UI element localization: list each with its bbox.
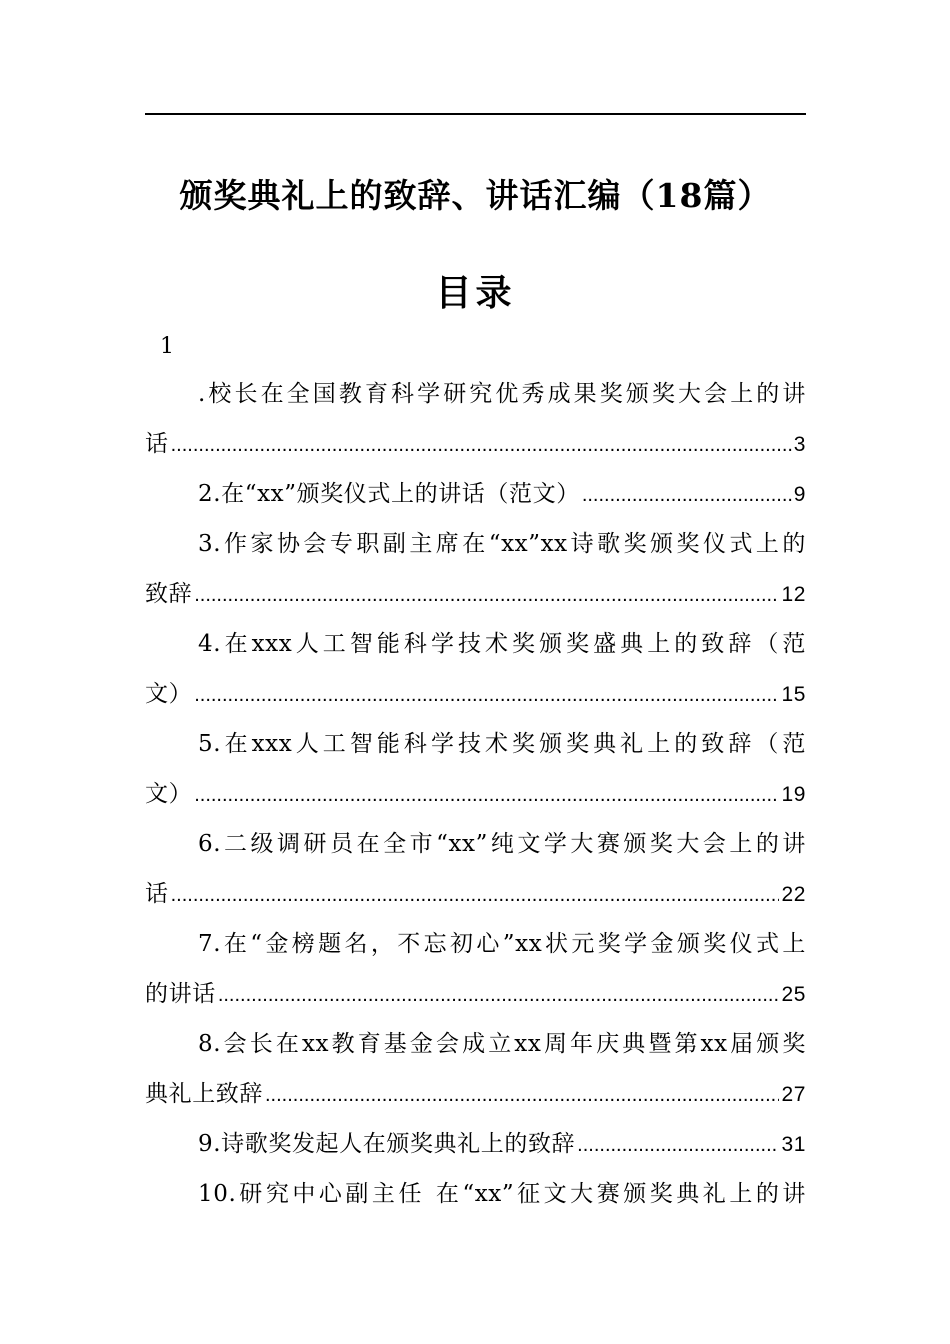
dot-leader bbox=[171, 420, 792, 470]
toc-entry-title: .校长在全国教育科学研究优秀成果奖颁奖大会上的讲 bbox=[198, 381, 806, 407]
toc-entry-line bbox=[145, 1069, 806, 1119]
document-title: 颁奖典礼上的致辞、讲话汇编（18篇） bbox=[179, 176, 772, 215]
toc-page-number: 25 bbox=[781, 983, 806, 1006]
toc-entry-line bbox=[145, 469, 806, 519]
toc-entry-title-continued: 文） bbox=[145, 681, 193, 707]
toc-entry-title-continued: 文） bbox=[145, 781, 193, 807]
toc-entry[interactable] bbox=[145, 619, 806, 719]
toc-entry[interactable] bbox=[145, 469, 806, 519]
toc-entry-line bbox=[145, 769, 806, 819]
toc-entry[interactable] bbox=[145, 369, 806, 469]
toc-entry-title: 10.研究中心副主任 在“xx”征文大赛颁奖典礼上的讲 bbox=[198, 1181, 806, 1207]
toc-entry-title-continued: 致辞 bbox=[145, 581, 193, 607]
toc-entry-title: 2.在“xx”颁奖仪式上的讲话（范文） bbox=[198, 481, 580, 507]
toc-page-number: 3 bbox=[793, 433, 806, 456]
toc-entry-title: 8.会长在xx教育基金会成立xx周年庆典暨第xx届颁奖 bbox=[198, 1031, 806, 1057]
toc-entry[interactable] bbox=[145, 719, 806, 819]
dot-leader bbox=[577, 1120, 779, 1170]
toc-entry[interactable] bbox=[145, 919, 806, 1019]
toc-entry-title-continued: 典礼上致辞 bbox=[145, 1081, 263, 1107]
toc-page-number: 12 bbox=[781, 583, 806, 606]
toc-entry[interactable] bbox=[145, 1019, 806, 1119]
dot-leader bbox=[265, 1070, 779, 1120]
toc-entry-title: 9.诗歌奖发起人在颁奖典礼上的致辞 bbox=[198, 1131, 576, 1157]
toc-entry-line bbox=[145, 419, 806, 469]
toc-entry-title: 3.作家协会专职副主席在“xx”xx诗歌奖颁奖仪式上的 bbox=[198, 531, 806, 557]
header-rule bbox=[145, 113, 806, 115]
toc-heading: 目录 bbox=[435, 272, 516, 314]
toc-entry[interactable] bbox=[145, 1119, 806, 1169]
toc-entry-title: 7.在“金榜题名，不忘初心”xx状元奖学金颁奖仪式上 bbox=[198, 931, 806, 957]
toc-entry[interactable] bbox=[145, 1169, 806, 1219]
toc-entry-title-continued: 话 bbox=[145, 881, 169, 907]
toc-page-number: 15 bbox=[781, 683, 806, 706]
dot-leader bbox=[171, 870, 780, 920]
toc-entry[interactable] bbox=[145, 519, 806, 619]
toc-entry-title: 4.在xxx人工智能科学技术奖颁奖盛典上的致辞（范 bbox=[198, 631, 806, 657]
toc-page-number: 31 bbox=[781, 1133, 806, 1156]
toc-page-number: 9 bbox=[793, 483, 806, 506]
toc-page-number: 22 bbox=[781, 883, 806, 906]
table-of-contents bbox=[145, 369, 806, 1219]
toc-entry-title-continued: 的讲话 bbox=[145, 981, 216, 1007]
dot-leader bbox=[194, 670, 779, 720]
toc-page-number: 19 bbox=[781, 783, 806, 806]
dot-leader bbox=[218, 970, 780, 1020]
toc-entry-line bbox=[145, 569, 806, 619]
toc-entry-line bbox=[145, 869, 806, 919]
toc-page-number: 27 bbox=[781, 1083, 806, 1106]
toc-entry-title: 6.二级调研员在全市“xx”纯文学大赛颁奖大会上的讲 bbox=[198, 831, 806, 857]
toc-entry-line bbox=[145, 969, 806, 1019]
toc-entry-title-continued: 话 bbox=[145, 431, 169, 457]
dot-leader bbox=[194, 570, 779, 620]
toc-entry-line bbox=[145, 1119, 806, 1169]
toc-entry-line bbox=[145, 669, 806, 719]
toc-entry-title: 5.在xxx人工智能科学技术奖颁奖典礼上的致辞（范 bbox=[198, 731, 806, 757]
dot-leader bbox=[194, 770, 779, 820]
page-marker: 1 bbox=[160, 334, 174, 359]
dot-leader bbox=[582, 470, 792, 520]
toc-entry[interactable] bbox=[145, 819, 806, 919]
